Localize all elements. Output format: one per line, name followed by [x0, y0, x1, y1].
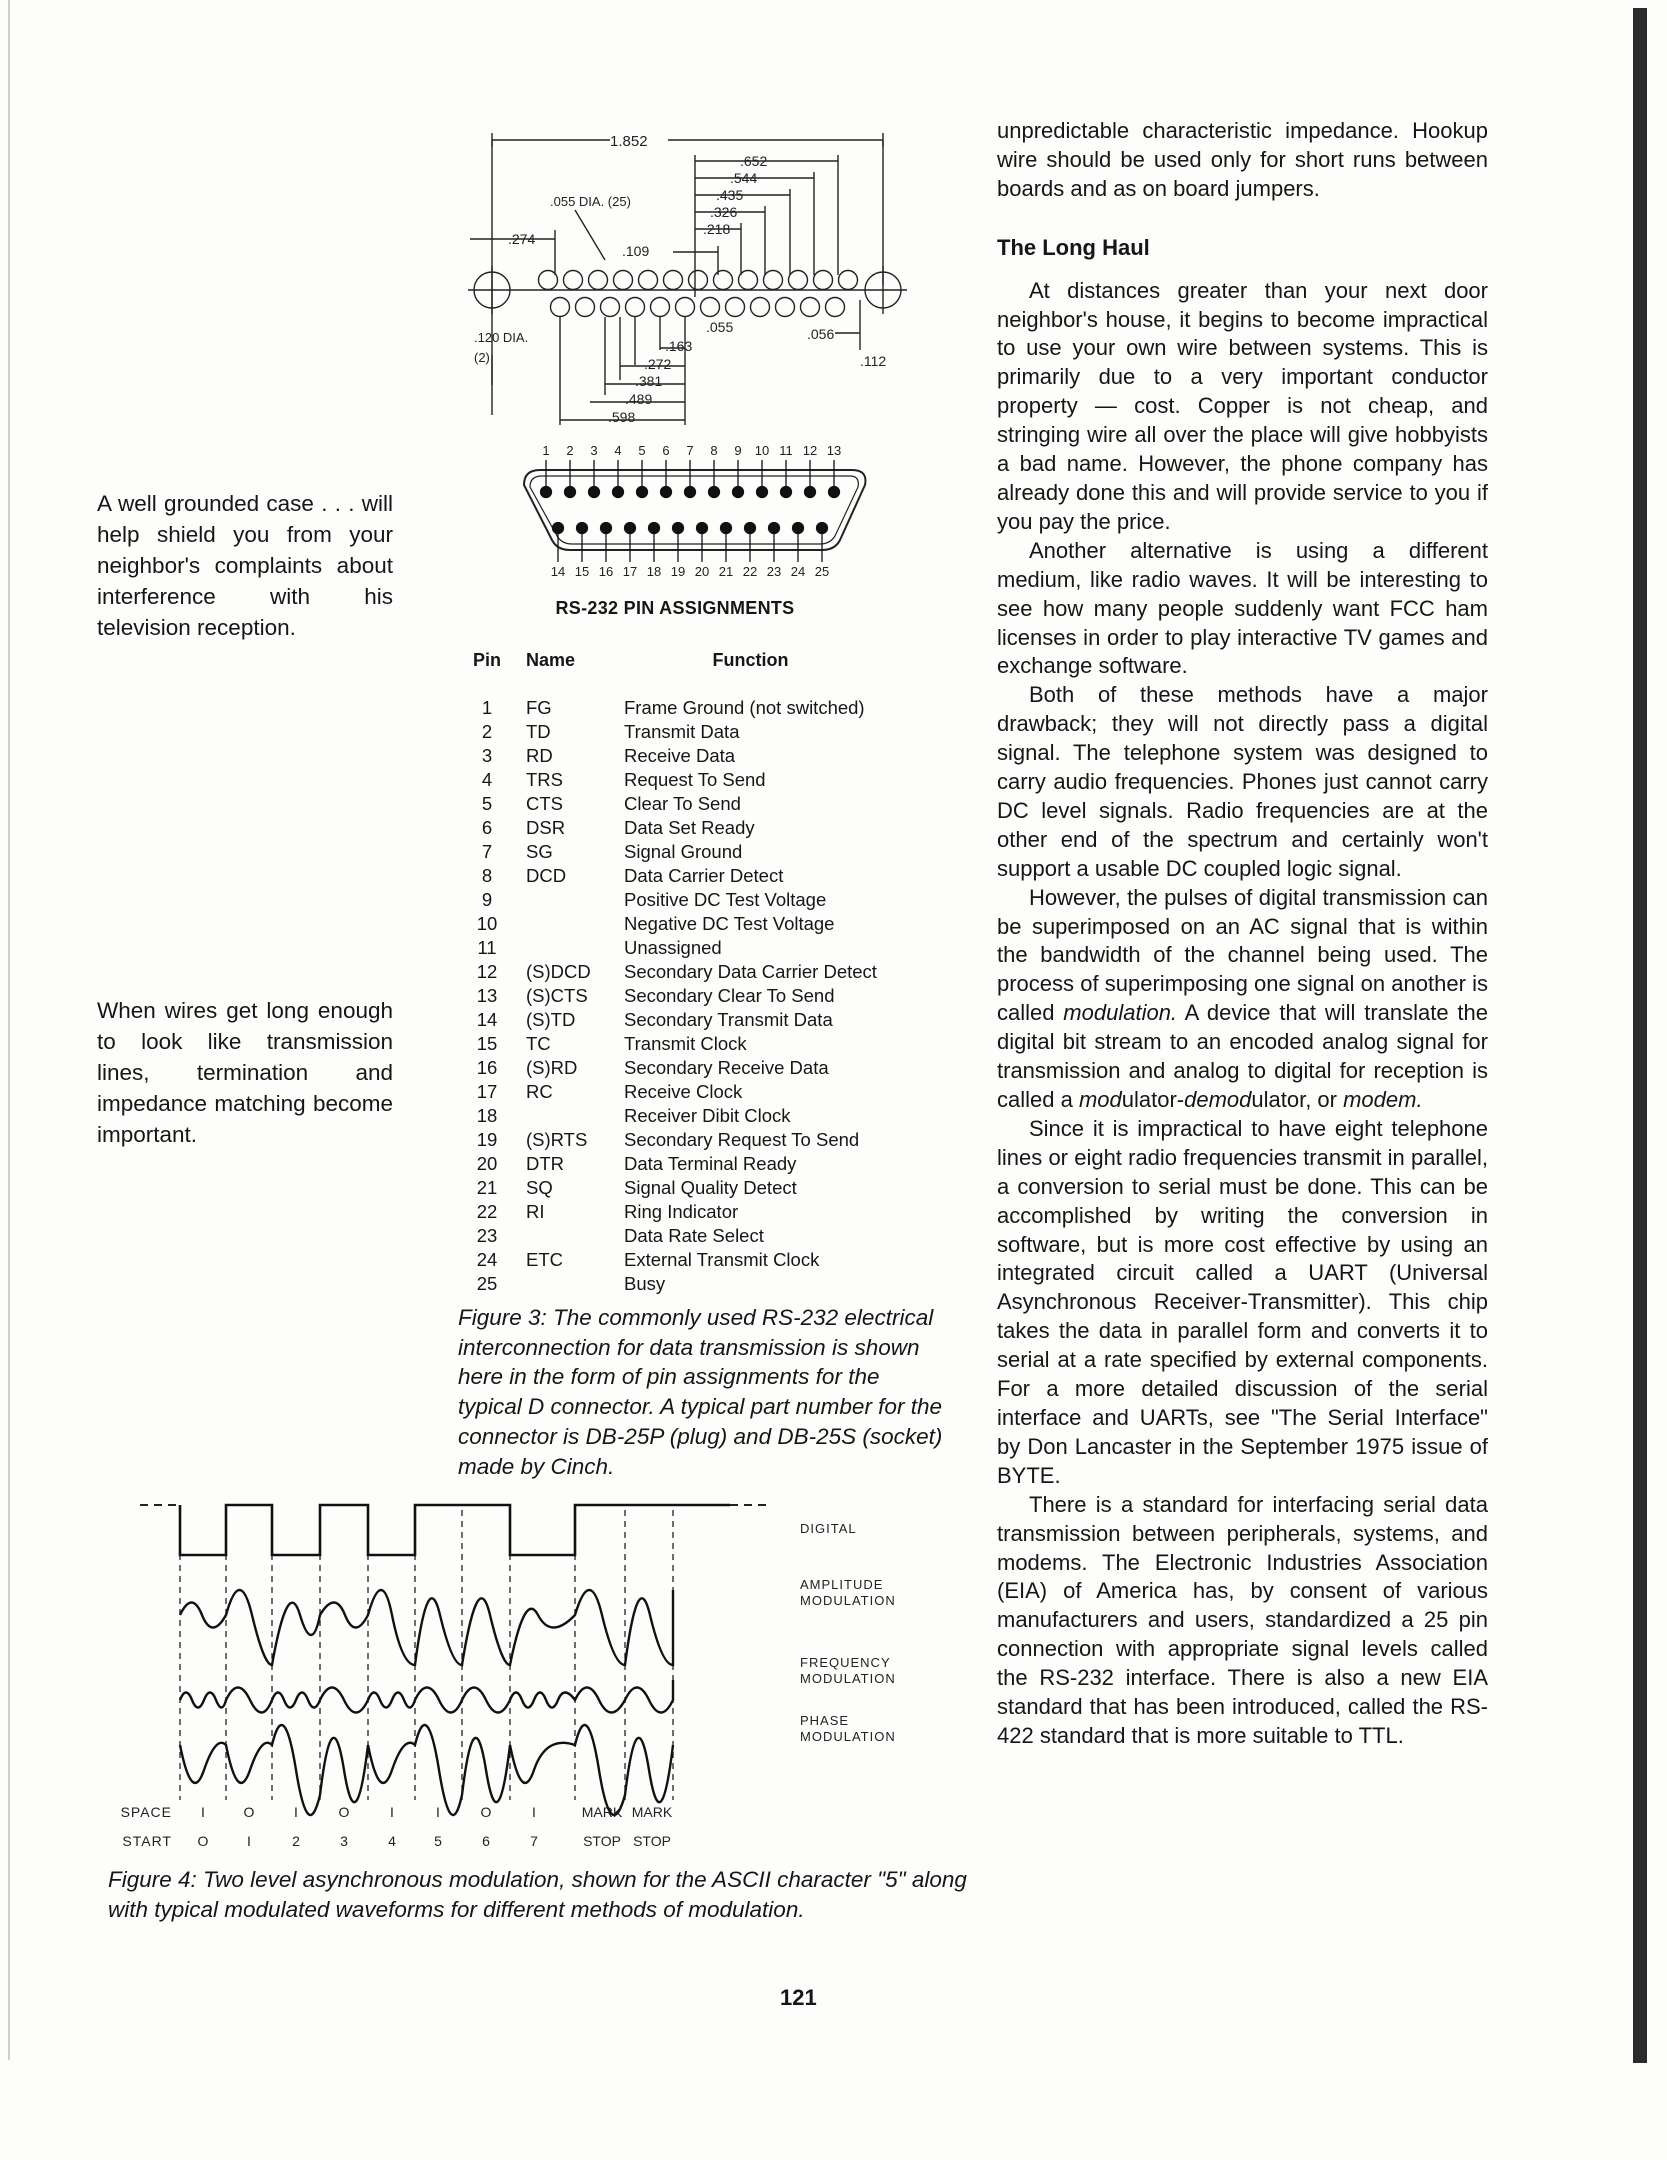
label-fm: FREQUENCY [800, 1655, 891, 1670]
bit-value: I [294, 1804, 298, 1820]
cell-function: Secondary Clear To Send [624, 985, 835, 1006]
cell-function: Transmit Data [624, 721, 740, 742]
cell-pin: 23 [476, 1225, 498, 1246]
table-row [462, 1176, 877, 1200]
pin-number: 14 [550, 564, 566, 579]
cell-pin: 11 [477, 937, 497, 958]
cell-name: (S)RD [526, 1057, 578, 1078]
cell-pin: 19 [476, 1129, 498, 1150]
table-row [462, 984, 877, 1008]
table-row [462, 888, 877, 912]
cell-pin: 12 [476, 961, 498, 982]
paragraph: At distances greater than your next door neighbor's house, it begins to become impractical to use your own wire between systems. This is primarily due to a very important conductor property — cost. Copper is not cheap, and stringing wire all over the place will give hobbyists a bad name. However, the phone company has already done this and will provide service to you if you pay the price. [997, 277, 1488, 534]
figure3-caption: Figure 3: The commonly used RS-232 electrical interconnection for data transmission is shown here in the form of pin assignments for the typical D connector. A typical part number for the connector is DB-25P (plug) and DB-25S (socket) made by Cinch. [458, 1305, 943, 1479]
cell-function: Data Terminal Ready [624, 1153, 797, 1174]
table-row [462, 864, 877, 888]
db25-connector-face [510, 440, 885, 580]
table-row [462, 1056, 877, 1080]
bit-position: 6 [482, 1833, 490, 1849]
dim-055: .055 [706, 319, 734, 335]
dim-435: .435 [716, 187, 744, 203]
cell-pin: 1 [481, 697, 493, 718]
cell-name: TC [526, 1033, 551, 1054]
cell-name: TD [526, 721, 551, 742]
bit-position: 3 [340, 1833, 348, 1849]
cell-name [512, 912, 624, 936]
cell-pin: 17 [476, 1081, 498, 1102]
cell-function: Frame Ground (not switched) [624, 697, 865, 718]
table-header-row [462, 650, 877, 696]
dim-hole-dia: .120 DIA. [474, 330, 529, 345]
cell-pin: 13 [476, 985, 498, 1006]
cell-name: TRS [526, 769, 563, 790]
cell-name: DSR [526, 817, 566, 838]
cell-function: External Transmit Clock [624, 1249, 820, 1270]
text-run: However, the pulses of digital transmission can be superimposed on an AC signal that is within the bandwidth of the channel being used. The process of superimposing one signal on another is called [997, 884, 1488, 1026]
cell-name: (S)DCD [526, 961, 591, 982]
cell-function: Data Carrier Detect [624, 865, 784, 886]
pin-number: 15 [574, 564, 590, 579]
table-row [462, 1272, 877, 1296]
dim-056: .056 [807, 326, 835, 342]
pin-assignment-table [462, 650, 877, 1296]
emphasis: demod [1184, 1087, 1252, 1112]
dim-272: .272 [644, 356, 672, 372]
cell-name: DTR [526, 1153, 565, 1174]
col-header-function: Function [712, 650, 789, 670]
bit-value: MARK [631, 1804, 673, 1820]
bit-position: O [197, 1833, 209, 1849]
page-number: 121 [780, 1985, 817, 2010]
dim-598: .598 [608, 409, 636, 425]
table-row [462, 744, 877, 768]
col-header-name: Name [526, 650, 576, 670]
cell-function: Unassigned [624, 937, 722, 958]
cell-name: CTS [526, 793, 563, 814]
pin-number: 13 [826, 443, 842, 458]
section-heading: The Long Haul [997, 234, 1150, 260]
emphasis: mod [1078, 1087, 1122, 1112]
cell-pin: 18 [476, 1105, 498, 1126]
cell-function: Secondary Data Carrier Detect [624, 961, 877, 982]
cell-function: Receive Data [624, 745, 736, 766]
cell-function: Data Set Ready [624, 817, 755, 838]
cell-function: Busy [624, 1273, 666, 1294]
table-row [462, 816, 877, 840]
pin-number: 5 [638, 443, 646, 458]
bit-position: 7 [530, 1833, 538, 1849]
label-pm: MODULATION [800, 1729, 896, 1744]
paragraph: There is a standard for interfacing serial data transmission between peripherals, systems, and modems. The Electronic Industries Association (EIA) of America has, by consent of various manufacturers and users, standardized a 25 pin connection with appropriate signal levels called the RS-232 interface. There is also a new EIA standard that has been introduced, called the RS-422 standard that is more suitable to TTL. [997, 1491, 1488, 1748]
pin-number: 12 [802, 443, 818, 458]
label-digital: DIGITAL [800, 1521, 857, 1536]
dim-652: .652 [740, 153, 768, 169]
page-left-edge [8, 0, 10, 2060]
cell-pin: 16 [476, 1057, 498, 1078]
table-row [462, 1224, 877, 1248]
label-am: AMPLITUDE [800, 1577, 884, 1592]
cell-pin: 7 [481, 841, 493, 862]
pin-number: 3 [590, 443, 598, 458]
table-row [462, 1200, 877, 1224]
pin-number: 16 [598, 564, 614, 579]
text-run: A device that will translate the digital bit stream to an encoded analog signal for transmission and analog to digital for reception is called a [997, 1000, 1488, 1112]
cell-name [512, 1272, 624, 1296]
bit-position: 2 [292, 1833, 300, 1849]
bit-position: STOP [583, 1833, 621, 1849]
table-row [462, 1008, 877, 1032]
bit-position: STOP [633, 1833, 671, 1849]
digital-waveform [180, 1505, 730, 1555]
cell-pin: 5 [481, 793, 493, 814]
cell-name: (S)RTS [526, 1129, 588, 1150]
bit-position: 5 [434, 1833, 442, 1849]
paragraph: Since it is impractical to have eight telephone lines or eight radio frequencies transmit in parallel, a conversion to serial must be done. This can be accomplished by writing the conversion in software, but is more cost effective by using an integrated circuit called a UART (Universal Asynchronous Receiver-Transmitter). This chip takes the data in parallel form and converts it to serial at a rate specified by external components. For a more detailed discussion of the serial interface and UARTs, see "The Serial Interface" by Don Lancaster in the September 1975 issue of BYTE. [997, 1115, 1488, 1488]
cell-function: Receiver Dibit Clock [624, 1105, 791, 1126]
pin-number: 24 [790, 564, 806, 579]
label-am: MODULATION [800, 1593, 896, 1608]
am-waveform [180, 1590, 673, 1665]
cell-function: Signal Quality Detect [624, 1177, 797, 1198]
paragraph: Both of these methods have a major drawback; they will not directly pass a digital signal. The telephone system was designed to carry audio frequencies. Phones just cannot carry DC level signals. Radio frequencies are at the other end of the spectrum and certainly won't support a usable DC coupled logic signal. [997, 682, 1488, 881]
cell-pin: 22 [476, 1201, 498, 1222]
figure4-caption: Figure 4: Two level asynchronous modulation, shown for the ASCII character "5" along with typical modulated waveforms for different methods of modulation. [108, 1867, 967, 1922]
label-pm: PHASE [800, 1713, 850, 1728]
pin-number: 9 [734, 443, 742, 458]
cell-name: RC [526, 1081, 553, 1102]
cell-name: SQ [526, 1177, 553, 1198]
modulation-waveform-figure [120, 1495, 900, 1860]
cell-name: (S)CTS [526, 985, 588, 1006]
dim-381: .381 [635, 373, 663, 389]
label-fm: MODULATION [800, 1671, 896, 1686]
table-row [462, 720, 877, 744]
emphasis: modem. [1343, 1087, 1423, 1112]
cell-pin: 4 [481, 769, 493, 790]
emphasis: modulation. [1063, 1000, 1178, 1026]
cell-name: ETC [526, 1249, 563, 1270]
pin-number: 19 [670, 564, 686, 579]
cell-name: SG [526, 841, 553, 862]
table-row [462, 1104, 877, 1128]
cell-function: Secondary Request To Send [624, 1129, 860, 1150]
cell-function: Clear To Send [624, 793, 741, 814]
cell-function: Data Rate Select [624, 1225, 764, 1246]
pin-number: 10 [754, 443, 770, 458]
dim-489: .489 [625, 391, 653, 407]
paragraph [997, 884, 1488, 1115]
cell-function: Secondary Transmit Data [624, 1009, 833, 1030]
cell-name: (S)TD [526, 1009, 576, 1030]
pin-number: 23 [766, 564, 782, 579]
cell-pin: 21 [476, 1177, 498, 1198]
pin-number: 6 [662, 443, 670, 458]
pin-number: 11 [779, 443, 793, 458]
cell-name [512, 1224, 624, 1248]
dim-218: .218 [703, 221, 731, 237]
table-row [462, 1152, 877, 1176]
pin-number: 21 [718, 564, 734, 579]
cell-pin: 3 [481, 745, 493, 766]
pin-number: 22 [742, 564, 758, 579]
paragraph: unpredictable characteristic impedance. Hookup wire should be used only for short runs between boards and as on board jumpers. [997, 118, 1488, 201]
table-row [462, 696, 877, 720]
pin-number: 4 [614, 443, 622, 458]
fm-waveform [180, 1680, 673, 1713]
dim-112: .112 [860, 353, 887, 369]
sidenote-text: When wires get long enough to look like transmission lines, termination and impedance matching become important. [97, 998, 393, 1147]
bit-value: I [436, 1804, 440, 1820]
table-row [462, 1032, 877, 1056]
connector-dimension-drawing [460, 125, 930, 470]
cell-function: Request To Send [624, 769, 766, 790]
table-row [462, 792, 877, 816]
pin-number: 20 [694, 564, 710, 579]
pm-waveform [180, 1725, 673, 1815]
pin-number: 2 [566, 443, 574, 458]
cell-pin: 10 [476, 913, 498, 934]
bit-value: O [480, 1804, 492, 1820]
pin-number: 7 [686, 443, 694, 458]
cell-pin: 9 [481, 889, 493, 910]
cell-function: Transmit Clock [624, 1033, 747, 1054]
pin-number: 8 [710, 443, 718, 458]
bit-position: I [247, 1833, 251, 1849]
cell-function: Secondary Receive Data [624, 1057, 829, 1078]
bit-value: I [390, 1804, 394, 1820]
cell-pin: 25 [476, 1273, 498, 1294]
cell-name: RD [526, 745, 553, 766]
cell-function: Receive Clock [624, 1081, 743, 1102]
cell-name: DCD [526, 865, 567, 886]
table-row [462, 936, 877, 960]
dim-274: .274 [508, 231, 536, 247]
text-run: ulator- [1121, 1087, 1185, 1112]
table-row [462, 1128, 877, 1152]
dim-109: .109 [622, 243, 650, 259]
dim-163: .163 [665, 338, 693, 354]
cell-name [512, 936, 624, 960]
dim-hole-count: (2) [474, 350, 490, 365]
cell-pin: 15 [476, 1033, 498, 1054]
pin-number: 17 [622, 564, 638, 579]
bit-value: I [532, 1804, 536, 1820]
table-row [462, 768, 877, 792]
cell-pin: 6 [481, 817, 493, 838]
cell-function: Positive DC Test Voltage [624, 889, 827, 910]
cell-pin: 2 [481, 721, 493, 742]
row-label-start: START [122, 1833, 172, 1849]
cell-function: Ring Indicator [624, 1201, 739, 1222]
cell-function: Negative DC Test Voltage [624, 913, 835, 934]
table-row [462, 1080, 877, 1104]
dim-pin-dia: .055 DIA. (25) [550, 194, 631, 209]
cell-function: Signal Ground [624, 841, 743, 862]
pin-number: 18 [646, 564, 662, 579]
table-row [462, 912, 877, 936]
text-run: ulator, or [1251, 1087, 1344, 1112]
dim-overall: 1.852 [610, 133, 648, 150]
table-row [462, 840, 877, 864]
dim-326: .326 [710, 204, 738, 220]
page-binding-edge [1633, 8, 1647, 2063]
cell-name [512, 888, 624, 912]
dim-544: .544 [730, 170, 758, 186]
cell-pin: 20 [476, 1153, 498, 1174]
col-header-pin: Pin [472, 650, 501, 670]
cell-name: RI [526, 1201, 545, 1222]
cell-name [512, 1104, 624, 1128]
cell-pin: 24 [476, 1249, 498, 1270]
cell-pin: 8 [481, 865, 493, 886]
paragraph: Another alternative is using a different medium, like radio waves. It will be interesting to see how many people suddenly want FCC ham licenses in order to play interactive TV games and exchange software. [997, 537, 1488, 679]
cell-name: FG [526, 697, 552, 718]
bit-value: MARK [581, 1804, 623, 1820]
sidenote-transmission-lines [97, 995, 393, 1150]
table-row [462, 960, 877, 984]
bit-position: 4 [388, 1833, 396, 1849]
bit-value: O [338, 1804, 350, 1820]
right-column-text [997, 117, 1488, 1751]
row-label-space: SPACE [120, 1804, 172, 1820]
bit-value: O [243, 1804, 255, 1820]
sidenote-text: A well grounded case . . . will help shield you from your neighbor's complaints about interference with his television reception. [97, 491, 393, 640]
pin-table-title: RS-232 PIN ASSIGNMENTS [555, 598, 795, 618]
pin-number: 1 [542, 443, 550, 458]
sidenote-grounded-case [97, 488, 393, 643]
pin-number: 25 [814, 564, 830, 579]
bit-value: I [201, 1804, 205, 1820]
table-row [462, 1248, 877, 1272]
cell-pin: 14 [476, 1009, 498, 1030]
